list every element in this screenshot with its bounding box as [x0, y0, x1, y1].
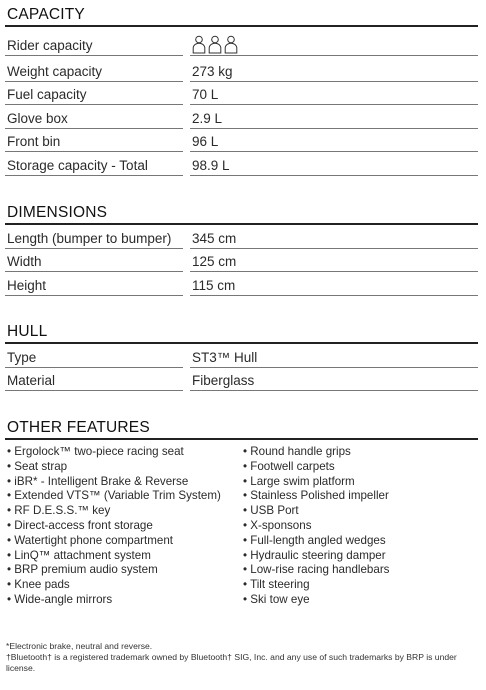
person-outline-icon: [224, 35, 238, 54]
person-outline-icon: [208, 35, 222, 54]
row-divider: [5, 175, 183, 176]
spec-value: 96 L: [192, 134, 219, 149]
rider-capacity-icons: [192, 35, 238, 54]
list-item: • RF D.E.S.S.™ key: [7, 504, 221, 519]
spec-row-width: [5, 249, 478, 272]
hull-heading-rule: [5, 342, 478, 344]
spec-row-front-bin: [5, 129, 478, 152]
row-divider: [5, 295, 183, 296]
spec-row-material: [5, 368, 478, 391]
row-divider: [5, 104, 183, 105]
row-divider: [5, 55, 183, 56]
spec-label: Front bin: [7, 134, 61, 149]
dimensions-heading: DIMENSIONS: [7, 204, 108, 221]
spec-value: ST3™ Hull: [192, 350, 258, 365]
row-divider: [190, 55, 478, 56]
spec-row-fuel-capacity: [5, 82, 478, 105]
dimensions-heading-rule: [5, 223, 478, 225]
row-divider: [190, 175, 478, 176]
list-item: • Hydraulic steering damper: [243, 549, 389, 564]
hull-heading: HULL: [7, 323, 48, 340]
spec-row-rider-capacity: [5, 33, 478, 56]
list-item: • Direct-access front storage: [7, 519, 221, 534]
list-item: • Stainless Polished impeller: [243, 489, 389, 504]
row-divider: [190, 271, 478, 272]
spec-row-height: [5, 273, 478, 296]
other-features-heading: OTHER FEATURES: [7, 419, 150, 436]
spec-label: Height: [7, 278, 47, 293]
spec-value: 125 cm: [192, 254, 237, 269]
spec-label: Storage capacity - Total: [7, 158, 148, 173]
spec-value: 70 L: [192, 87, 219, 102]
row-divider: [5, 151, 183, 152]
list-item: • Ergolock™ two-piece racing seat: [7, 445, 221, 460]
row-divider: [5, 271, 183, 272]
list-item: • Wide-angle mirrors: [7, 593, 221, 608]
spec-value: 115 cm: [192, 278, 236, 293]
spec-row-length: [5, 226, 478, 249]
list-item: • Large swim platform: [243, 475, 389, 490]
spec-label: Weight capacity: [7, 64, 103, 79]
capacity-heading: CAPACITY: [7, 6, 85, 23]
spec-value: 345 cm: [192, 231, 237, 246]
spec-label: Type: [7, 350, 37, 365]
person-outline-icon: [192, 35, 206, 54]
list-item: • Footwell carpets: [243, 460, 389, 475]
list-item: • iBR* - Intelligent Brake & Reverse: [7, 475, 221, 490]
spec-value: 98.9 L: [192, 158, 230, 173]
footnotes: [6, 641, 478, 674]
spec-label: Fuel capacity: [7, 87, 87, 102]
list-item: • USB Port: [243, 504, 389, 519]
list-item: • Full-length angled wedges: [243, 534, 389, 549]
spec-value: 273 kg: [192, 64, 233, 79]
features-list-left: [7, 445, 221, 608]
spec-label: Rider capacity: [7, 38, 93, 53]
list-item: • X-sponsons: [243, 519, 389, 534]
list-item: • Low-rise racing handlebars: [243, 563, 389, 578]
spec-value: 2.9 L: [192, 111, 223, 126]
spec-row-type: [5, 345, 478, 368]
spec-label: Material: [7, 373, 56, 388]
list-item: • Extended VTS™ (Variable Trim System): [7, 489, 221, 504]
spec-value: Fiberglass: [192, 373, 255, 388]
spec-label: Glove box: [7, 111, 68, 126]
footnote-brake: *Electronic brake, neutral and reverse.: [6, 641, 153, 651]
row-divider: [5, 390, 183, 391]
row-divider: [190, 295, 478, 296]
row-divider: [190, 104, 478, 105]
spec-row-glove-box: [5, 106, 478, 129]
list-item: • Watertight phone compartment: [7, 534, 221, 549]
spec-row-weight-capacity: [5, 59, 478, 82]
spec-label: Width: [7, 254, 42, 269]
row-divider: [190, 390, 478, 391]
capacity-heading-rule: [5, 25, 478, 27]
list-item: • Tilt steering: [243, 578, 389, 593]
list-item: • Ski tow eye: [243, 593, 389, 608]
features-list-right: [243, 445, 389, 608]
other-features-heading-rule: [5, 438, 478, 440]
list-item: • LinQ™ attachment system: [7, 549, 221, 564]
list-item: • BRP premium audio system: [7, 563, 221, 578]
spec-label: Length (bumper to bumper): [7, 231, 172, 246]
list-item: • Seat strap: [7, 460, 221, 475]
list-item: • Round handle grips: [243, 445, 389, 460]
footnote-bluetooth: †Bluetooth† is a registered trademark owned by Bluetooth† SIG, Inc. and any use of such trademarks by BRP is under license.: [6, 652, 457, 673]
spec-row-storage-total: [5, 153, 478, 176]
list-item: • Knee pads: [7, 578, 221, 593]
row-divider: [190, 151, 478, 152]
